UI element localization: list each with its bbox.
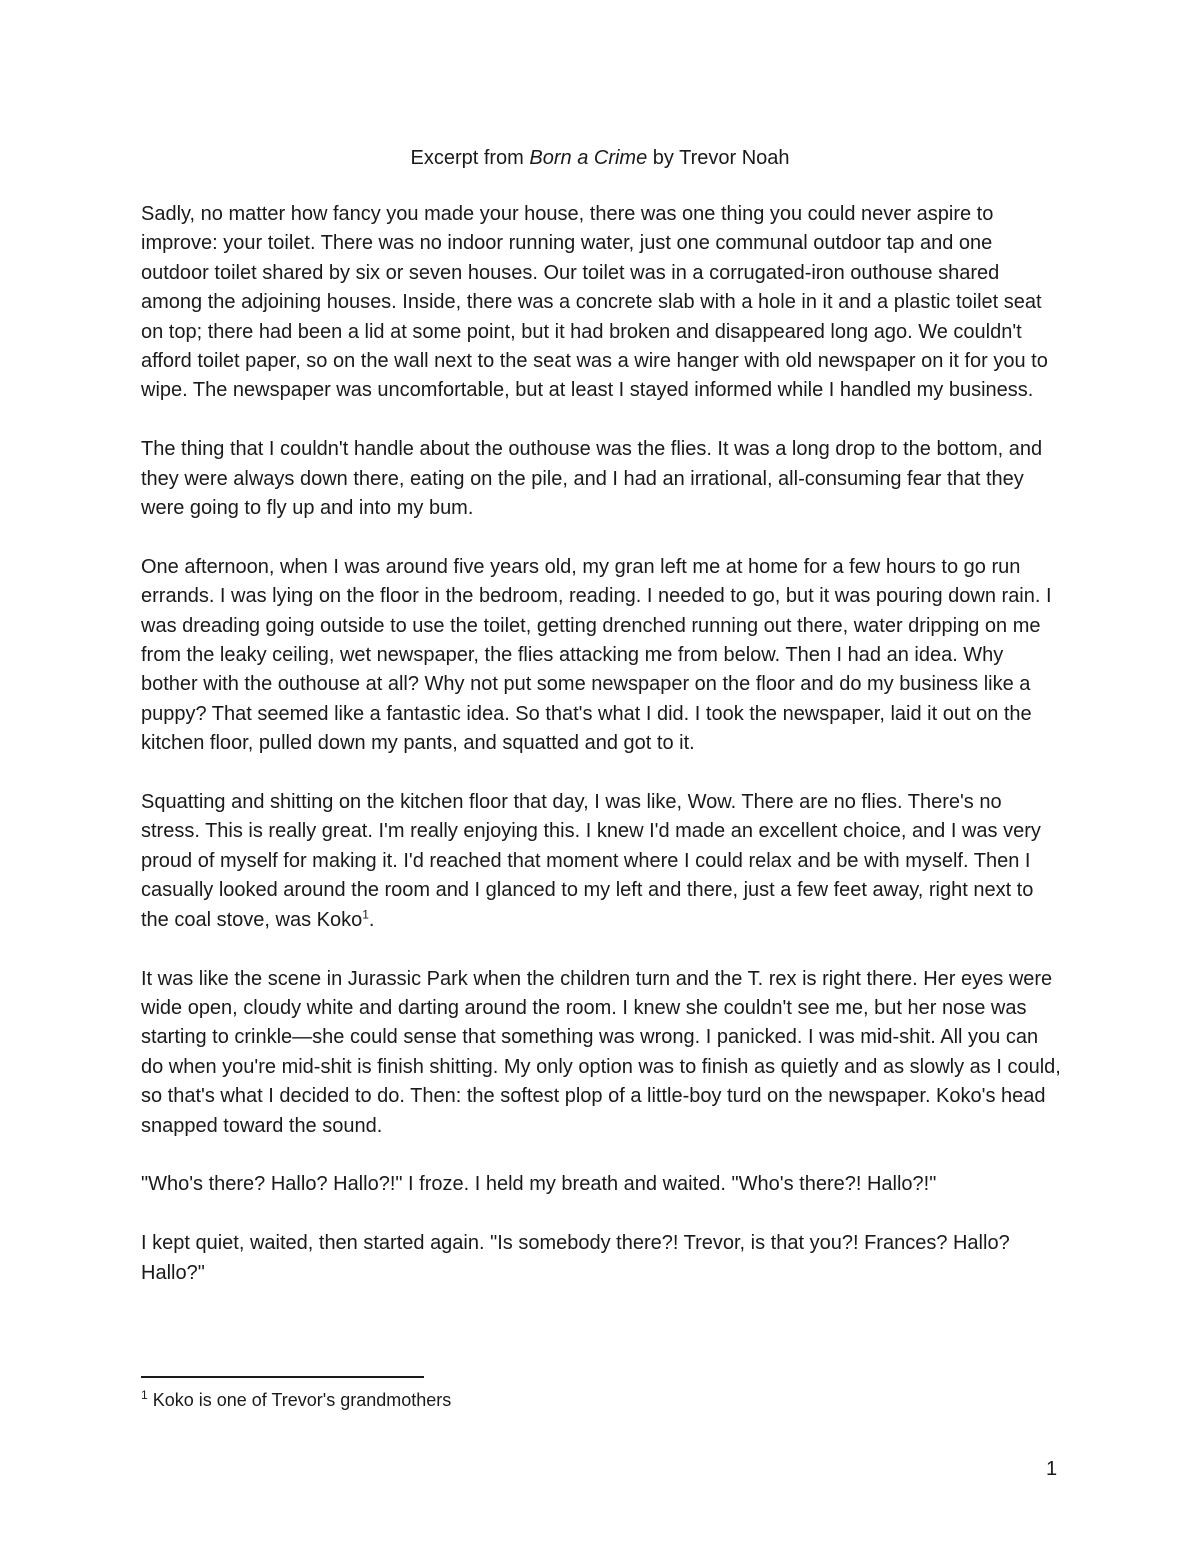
footnote [141,1388,451,1412]
footnote-separator [141,1376,424,1378]
footnote-text: Koko is one of Trevor's grandmothers [147,1390,452,1410]
document-title [0,144,1200,172]
paragraph-flies: The thing that I couldn't handle about the outhouse was the flies. It was a long drop to the bottom, and they were always down there, eating on the pile, and I had an irrational, all-consuming fear that they were going to fly up and into my bum. [141,438,1043,520]
title-prefix: Excerpt from [410,147,530,169]
footnote-reference[interactable]: 1 [362,907,369,922]
paragraph-koko-end: . [368,908,375,931]
book-title: Born a Crime [529,147,648,169]
footnote-marker: 1 [141,1388,148,1402]
paragraph-jurassic: It was like the scene in Jurassic Park when the children turn and the T. rex is right there. Her eyes were wide open, cloudy white and darting around the room. I knew she couldn't see me, but her nose was starting to crinkle—she could sense that something was wrong. I panicked. I was mid-shit. All you can do when you're mid-shit is finish shitting. My only option was to finish as quietly and as slowly as I could, so that's what I decided to do. Then: the softest plop of a little-boy turd on the newspaper. Koko's head snapped toward the sound. [141,967,1061,1137]
paragraph-whos-there: "Who's there? Hallo? Hallo?!" I froze. I held my breath and waited. "Who's there?! Hallo?!" [141,1173,937,1196]
paragraph-kept-quiet: I kept quiet, waited, then started again. "Is somebody there?! Trevor, is that you?! Frances? Hallo? Hallo?" [141,1232,1010,1284]
paragraph-koko [141,788,1061,935]
title-suffix: by Trevor Noah [647,147,790,169]
page-number: 1 [1046,1458,1058,1480]
paragraph-koko-text: Squatting and shitting on the kitchen floor that day, I was like, Wow. There are no flies. There's no stress. This is really great. I'm really enjoying this. I knew I'd made an excellent choice, and I was very proud of myself for making it. I'd reached that moment where I could relax and be with myself. Then I casually looked around the room and I glanced to my left and there, just a few feet away, right next to the coal stove, was Koko [141,791,1041,931]
paragraph-afternoon: One afternoon, when I was around five years old, my gran left me at home for a few hours to go run errands. I was lying on the floor in the bedroom, reading. I needed to go, but it was pouring down rain. I was dreading going outside to use the toilet, getting drenched running out there, water dripping on me from the leaky ceiling, wet newspaper, the flies attacking me from below. Then I had an idea. Why bother with the outhouse at all? Why not put some newspaper on the floor and do my business like a puppy? That seemed like a fantastic idea. So that's what I did. I took the newspaper, laid it out on the kitchen floor, pulled down my pants, and squatted and got to it. [141,555,1052,755]
body-text [141,200,1061,1317]
paragraph-toilet: Sadly, no matter how fancy you made your house, there was one thing you could never aspire to improve: your toilet. There was no indoor running water, just one communal outdoor tap and one outdoor toilet shared by six or seven houses. Our toilet was in a corrugated-iron outhouse shared among the adjoining houses. Inside, there was a concrete slab with a hole in it and a plastic toilet seat on top; there had been a lid at some point, but it had broken and disappeared long ago. We couldn't afford toilet paper, so on the wall next to the seat was a wire hanger with old newspaper on it for you to wipe. The newspaper was uncomfortable, but at least I stayed informed while I handled my business. [141,203,1048,402]
